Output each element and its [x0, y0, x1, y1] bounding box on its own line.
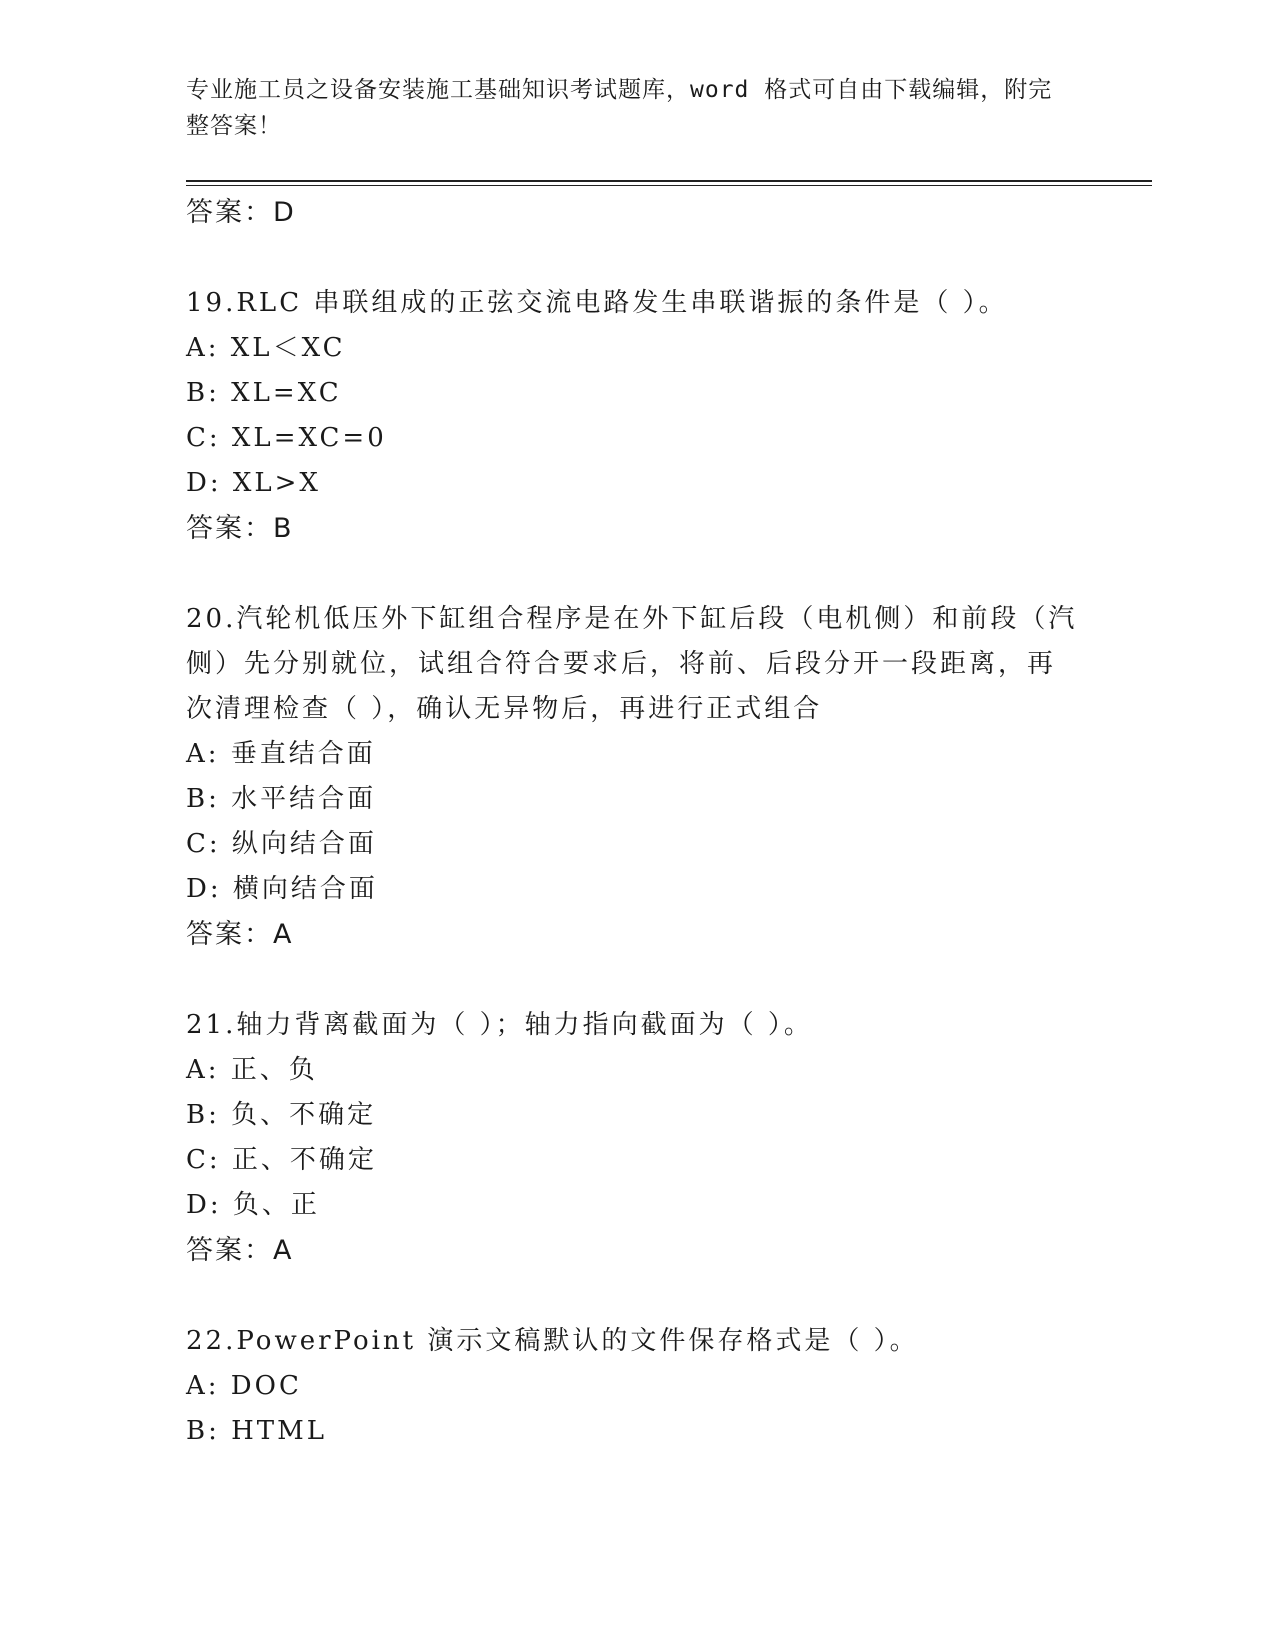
option-a: A: XL＜XC — [186, 333, 346, 363]
question-stem: 次清理检查（ ），确认无异物后，再进行正式组合 — [186, 694, 823, 724]
answer: 答案：A — [186, 1235, 294, 1266]
option-a: A: DOC — [186, 1371, 302, 1401]
spacer — [186, 1273, 1086, 1319]
question-stem: 22.PowerPoint 演示文稿默认的文件保存格式是（ ）。 — [186, 1326, 919, 1356]
option-d: D: 横向结合面 — [186, 874, 378, 904]
spacer — [186, 957, 1086, 1003]
option-d: D: 负、正 — [186, 1190, 320, 1220]
option-b: B: XL=XC — [186, 378, 342, 408]
option-c: C: XL=XC=0 — [186, 423, 387, 453]
question-stem: 19.RLC 串联组成的正弦交流电路发生串联谐振的条件是（ ）。 — [186, 288, 1008, 318]
question-22 — [186, 1319, 1086, 1454]
option-a: A: 垂直结合面 — [186, 739, 376, 769]
spacer — [186, 235, 1086, 281]
spacer — [186, 551, 1086, 597]
option-b: B: HTML — [186, 1416, 328, 1446]
option-b: B: 负、不确定 — [186, 1100, 377, 1130]
question-20 — [186, 597, 1086, 957]
option-d: D: XL>X — [186, 468, 321, 498]
option-c: C: 纵向结合面 — [186, 829, 377, 859]
option-a: A: 正、负 — [186, 1055, 318, 1085]
previous-answer: 答案：D — [186, 197, 296, 228]
header-rule-thick — [186, 180, 1152, 182]
answer: 答案：B — [186, 513, 294, 544]
header-line-2: 整答案！ — [186, 113, 282, 139]
question-stem: 21.轴力背离截面为（ ）；轴力指向截面为（ ）。 — [186, 1010, 813, 1040]
question-19 — [186, 281, 1086, 551]
option-c: C: 正、不确定 — [186, 1145, 377, 1175]
header-line-1: 专业施工员之设备安装施工基础知识考试题库，word 格式可自由下载编辑，附完 — [186, 77, 1053, 103]
header-rule-thin — [186, 185, 1152, 186]
question-list — [186, 190, 1086, 1454]
question-stem: 20.汽轮机低压外下缸组合程序是在外下缸后段（电机侧）和前段（汽 — [186, 604, 1078, 634]
question-21 — [186, 1003, 1086, 1273]
question-stem: 侧）先分别就位，试组合符合要求后，将前、后段分开一段距离，再 — [186, 649, 1057, 679]
option-b: B: 水平结合面 — [186, 784, 377, 814]
document-header — [186, 72, 1066, 144]
answer: 答案：A — [186, 919, 294, 950]
